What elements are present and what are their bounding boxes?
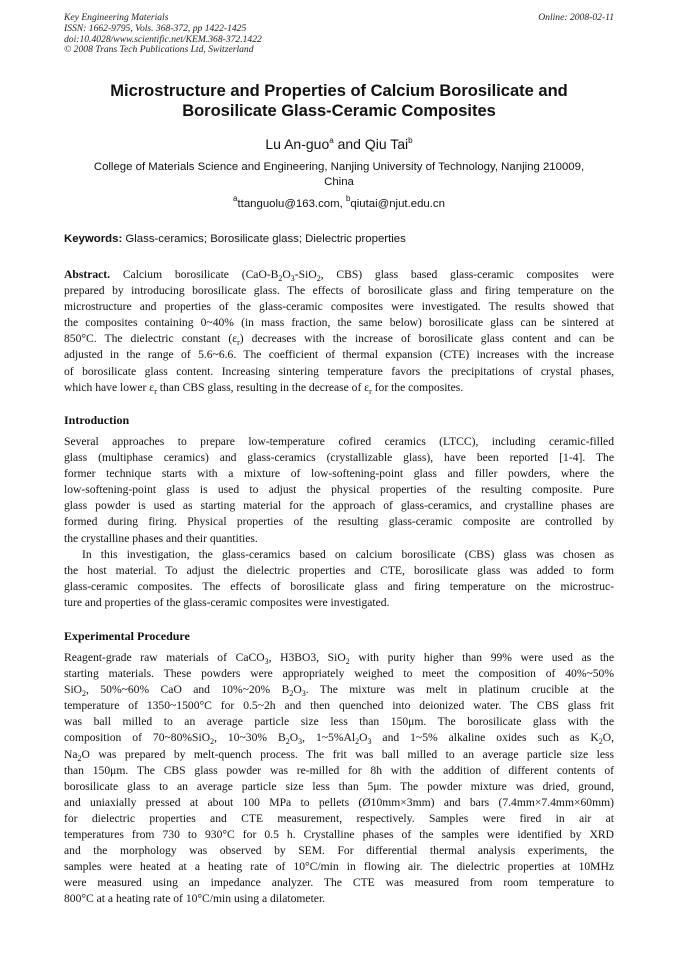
title-line-1: Microstructure and Properties of Calcium Borosilicate and (110, 82, 568, 100)
introduction-heading: Introduction (64, 413, 130, 427)
abstract-line: prepared by introducing borosilicate glass. The effects of borosilicate glass and firing temperature on the (64, 284, 614, 298)
intro-line: In this investigation, the glass-ceramics based on calcium borosilicate (CBS) glass was chosen as (82, 547, 614, 561)
exp-line: was ball milled to an average particle size less than 150μm. The borosilicate glass with the (64, 715, 614, 729)
intro-line: the host material. To adjust the dielectric properties and CTE, borosilicate glass was added to form (64, 563, 614, 577)
journal-header (64, 13, 614, 56)
exp-line: than 150μm. The CBS glass powder was re-milled for 8h with the addition of different contents of (64, 763, 614, 777)
exp-line: composition of 70~80%SiO$_2$, 10~30% $B_2O_3$, $1\sim 5\%Al_2O_3$ and 1~5% alkaline oxides such as $K_2O$, (64, 731, 614, 747)
exp-line: Reagent-grade raw materials of CaCO$_3$, H3BO3, SiO$_2$ with purity higher than 99% were used as the (64, 651, 614, 666)
author-1-affil: a (329, 136, 334, 145)
exp-line: temperature of 1350~1500°C for 0.5~2h and then quenched into deionized water. The CBS glass frit (64, 699, 614, 713)
keywords (64, 232, 614, 246)
exp-line: 800°C at a heating rate of 10°C/min using a dilatometer. (64, 892, 326, 906)
affiliation (64, 160, 614, 190)
keywords-label: Keywords: (64, 233, 123, 245)
introduction-body (64, 434, 614, 611)
author-emails (64, 194, 614, 211)
author-list (64, 136, 614, 152)
issn-line: ISSN: 1662-9795, Vols. 368-372, pp 1422-1425 (64, 22, 247, 34)
exp-line: and uniaxially pressed at about 100 MPa to pellets (Ø10mm×3mm) and bars (7.4mm×7.4mm×60mm) (64, 795, 614, 809)
exp-line: borosilicate glass to an average particle size less than 5μm. The powder mixture was dried, ground, (64, 779, 614, 793)
intro-line: former technique starts with a mixture of low-softening-point glass and filler powders, where the (64, 467, 614, 481)
abstract-line: of borosilicate glass content. Increasing sintering temperature favors the precipitations of crystal phases, (64, 364, 614, 378)
title-line-2: Borosilicate Glass-Ceramic Composites (182, 102, 496, 120)
experimental-body (64, 650, 614, 908)
abstract-line: 850°C. The dielectric constant $(\varepsilon_r)$ decreases with the increase of borosilicate glass content and can be (64, 332, 614, 348)
abstract-text: Calcium borosilicate ($CaO-B_2O_3-SiO_2$, CBS) glass based glass-ceramic composites were (110, 268, 614, 283)
paper-title (64, 81, 614, 121)
abstract-line: adjusted in the range of 5.6~6.6. The coefficient of thermal expansion (CTE) increases with the increase (64, 348, 614, 362)
intro-line: formed during firing. Physical properties of the resulting glass-ceramic composite are controlled by (64, 515, 614, 529)
intro-line: the crystalline phases and their quantities. (64, 531, 258, 545)
author-conjunction: and (333, 136, 365, 152)
abstract-line: the composites containing 0~40% (in mass fraction, the same below) borosilicate glass can be sintered at (64, 316, 614, 330)
intro-line: glass-ceramic composites. The effects of borosilicate glass and firing temperature on the microstruc- (64, 579, 614, 593)
exp-line: were measured using an impedance analyzer. The CTE was measured from room temperature to (64, 876, 614, 890)
copyright-line: © 2008 Trans Tech Publications Ltd, Switzerland (64, 44, 254, 56)
intro-line: glass powder is used as starting material for the approach of glass-ceramics, and crystalline phases are (64, 499, 614, 513)
exp-line: temperatures from 730 to 930°C for 0.5 h. Crystalline phases of the samples were identified by XRD (64, 828, 614, 842)
author-2: Qiu Tai (364, 136, 409, 152)
abstract-line: which have lower $\varepsilon_r$ than CBS glass, resulting in the decrease of $\varepsilon_r$ for the composites. (64, 380, 464, 396)
abstract-line: microstructure and properties of the glass-ceramic composites were investigated. The results showed that (64, 300, 614, 314)
exp-line: and the morphology was observed by SEM. For differential thermal analysis experiments, the (64, 844, 614, 858)
journal-name: Key Engineering Materials (64, 12, 169, 23)
intro-line: Several approaches to prepare low-temperature cofired ceramics (LTCC), including ceramic-filled (64, 435, 614, 448)
exp-line: $Na_2O$ was prepared by melt-quench process. The frit was ball milled to an average particle size less (64, 747, 614, 763)
keywords-text: Glass-ceramics; Borosilicate glass; Dielectric properties (122, 233, 406, 245)
abstract (64, 267, 614, 396)
affiliation-line-1: College of Materials Science and Engineering, Nanjing University of Technology, Nanjing 210009, (93, 161, 585, 173)
email-b: qiutai@njut.edu.cn (350, 198, 445, 210)
doi-line: doi:10.4028/www.scientific.net/KEM.368-372.1422 (64, 33, 262, 45)
header-citation (64, 13, 262, 56)
email-a-mark: a (233, 194, 238, 203)
author-2-affil: b (408, 136, 413, 145)
intro-line: glass (multiphase ceramics) and glass-ceramics (crystallizable glass), have been reported [1-4]. The (64, 451, 614, 465)
abstract-line (64, 267, 614, 283)
online-date: Online: 2008-02-11 (538, 12, 614, 23)
email-b-mark: b (345, 194, 351, 203)
exp-line: starting materials. These powders were appropriately weighed to meet the composition of 40%~50% (64, 667, 614, 681)
affiliation-line-2: China (324, 176, 354, 188)
exp-line: SiO$_2$, 50%~60% CaO and 10%~20% $B_2O_3$. The mixture was melt in platinum crucible at the (64, 683, 614, 699)
abstract-label: Abstract. (64, 268, 111, 281)
exp-line: samples were heated at a heating rate of 10°C/min in flowing air. The dielectric properties at 10MHz (64, 860, 614, 874)
intro-line: low-softening-point glass is used to adjust the physical properties of the resulting composite. Pure (64, 483, 614, 497)
author-1: Lu An-guo (265, 136, 330, 152)
email-a: ttanguolu@163.com, (237, 198, 346, 210)
intro-line: ture and properties of the glass-ceramic composites were investigated. (64, 595, 390, 609)
experimental-heading: Experimental Procedure (64, 629, 190, 643)
exp-line: for dielectric properties and CTE measurement, respectively. Samples were fired in air at (64, 811, 614, 825)
